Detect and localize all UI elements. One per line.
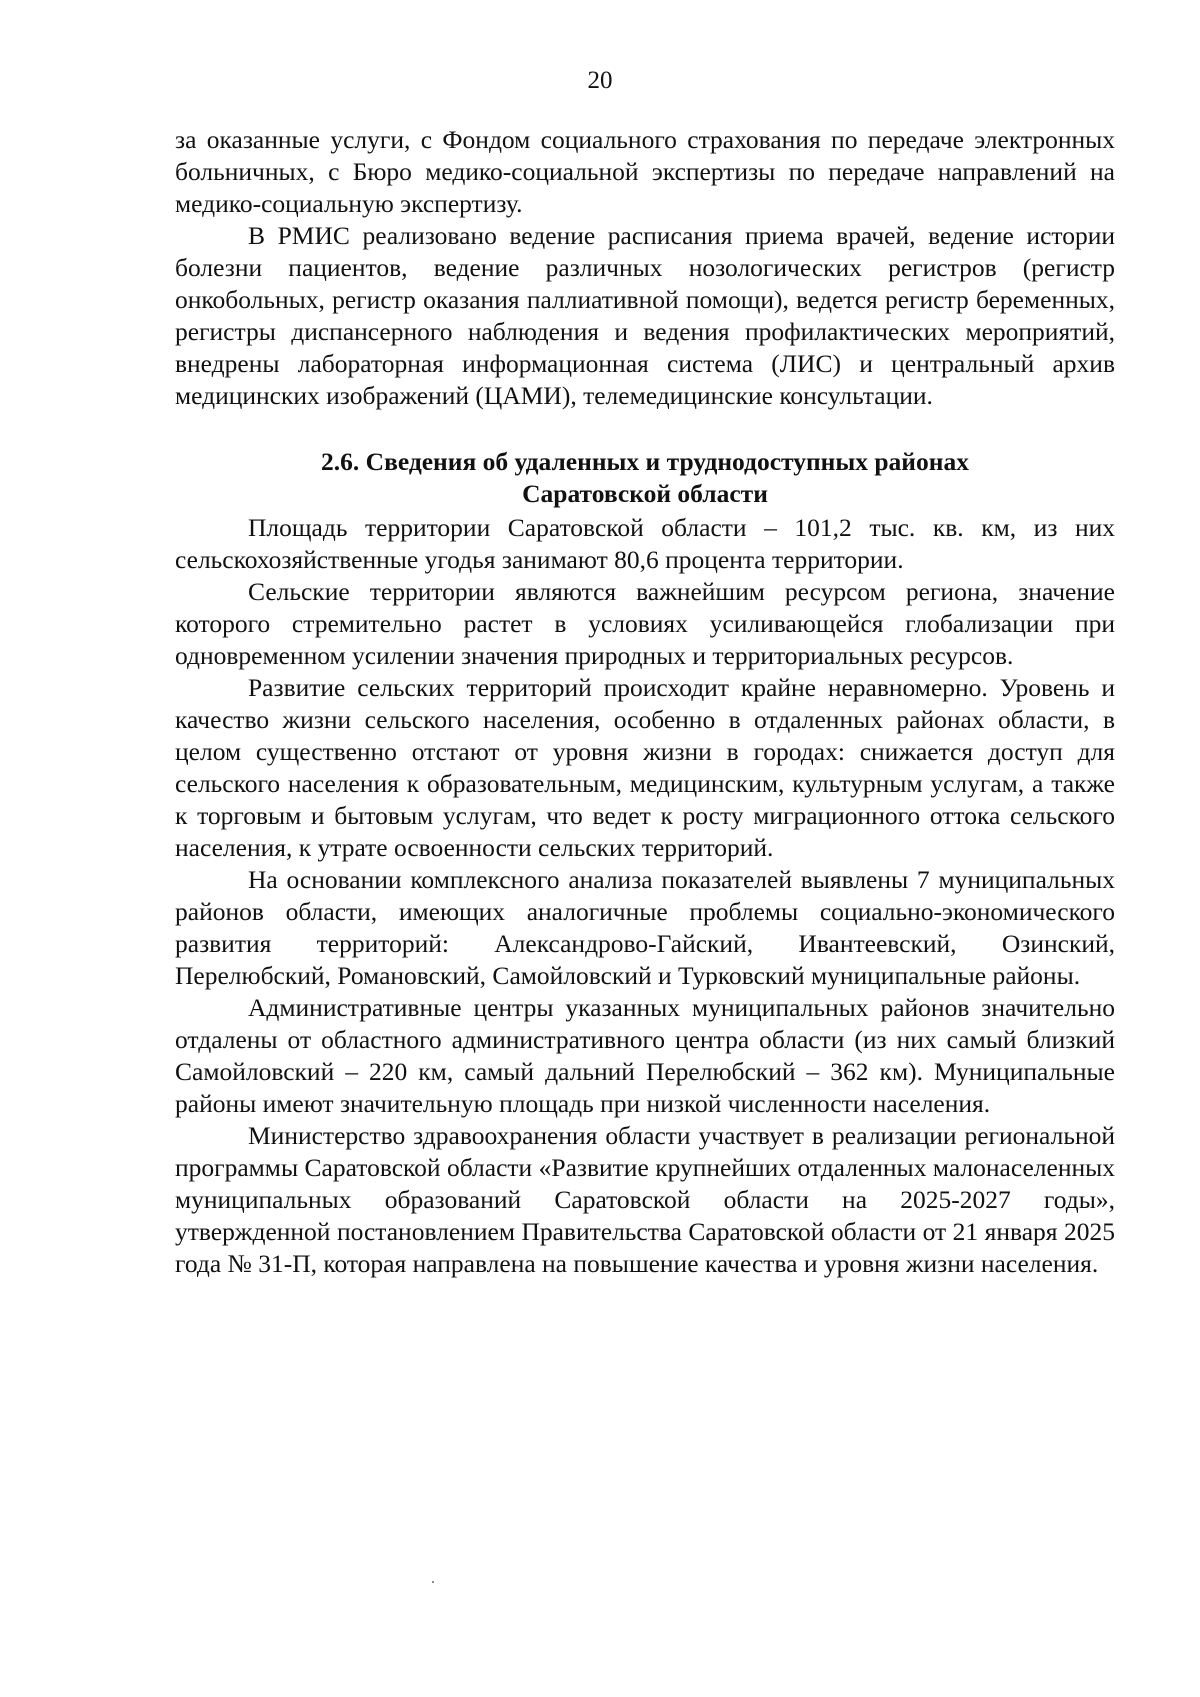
scan-artifact [432,1581,434,1583]
paragraph-rural-territories: Сельские территории являются важнейшим ресурсом региона, значение которого стремительно растет в условиях усиливающейся глобализации при одновременном усилении значения природных и территориальных ресурсов. [175,577,1115,670]
section-heading [175,446,1115,510]
paragraph-ministry-program: Министерство здравоохранения области участвует в реализации региональной программы Саратовской области «Развитие крупнейших отдаленных малонаселенных муниципальных образований Саратовской области на 2025-2027 годы», утвержденной постановлением Правительства Саратовской области от 21 января 2025 года № 31-П, которая направлена на повышение качества и уровня жизни населения. [175,1121,1115,1278]
paragraph-admin-centers: Административные центры указанных муниципальных районов значительно отдалены от областного административного центра области (из них самый близкий Самойловский – 220 км, самый дальний Перелюбский – 362 км). Муниципальные районы имеют значительную площадь при низкой численности населения. [175,993,1115,1118]
document-body [175,124,1115,1280]
paragraph-area: Площадь территории Саратовской области – 101,2 тыс. кв. км, из них сельскохозяйственные угодья занимают 80,6 процента территории. [175,513,1115,574]
page-number: 20 [587,67,613,94]
section-heading-line-2: Саратовской области [522,479,768,508]
paragraph-continuation: за оказанные услуги, с Фондом социального страхования по передаче электронных больничных, с Бюро медико-социальной экспертизы по передаче направлений на медико-социальную экспертизу. [175,125,1115,218]
section-heading-line-1: 2.6. Сведения об удаленных и труднодоступных районах [321,447,969,476]
paragraph-rmis: В РМИС реализовано ведение расписания приема врачей, ведение истории болезни пациентов, ведение различных нозологических регистров (регистр онкобольных, регистр оказания паллиативной помощи), ведется регистр беременных, регистры диспансерного наблюдения и ведения профилактических мероприятий, внедрены лабораторная информационная система (ЛИС) и центральный архив медицинских изображений (ЦАМИ), телемедицинские консультации. [175,221,1115,410]
paragraph-districts: На основании комплексного анализа показателей выявлены 7 муниципальных районов области, имеющих аналогичные проблемы социально-экономического развития территорий: Александрово-Гайский, Ивантеевский, Озинский, Перелюбский, Романовский, Самойловский и Турковский муниципальные районы. [175,865,1115,990]
paragraph-development: Развитие сельских территорий происходит крайне неравномерно. Уровень и качество жизни сельского населения, особенно в отдаленных районах области, в целом существенно отстают от уровня жизни в городах: снижается доступ для сельского населения к образовательным, медицинским, культурным услугам, а также к торговым и бытовым услугам, что ведет к росту миграционного оттока сельского населения, к утрате освоенности сельских территорий. [175,673,1115,862]
